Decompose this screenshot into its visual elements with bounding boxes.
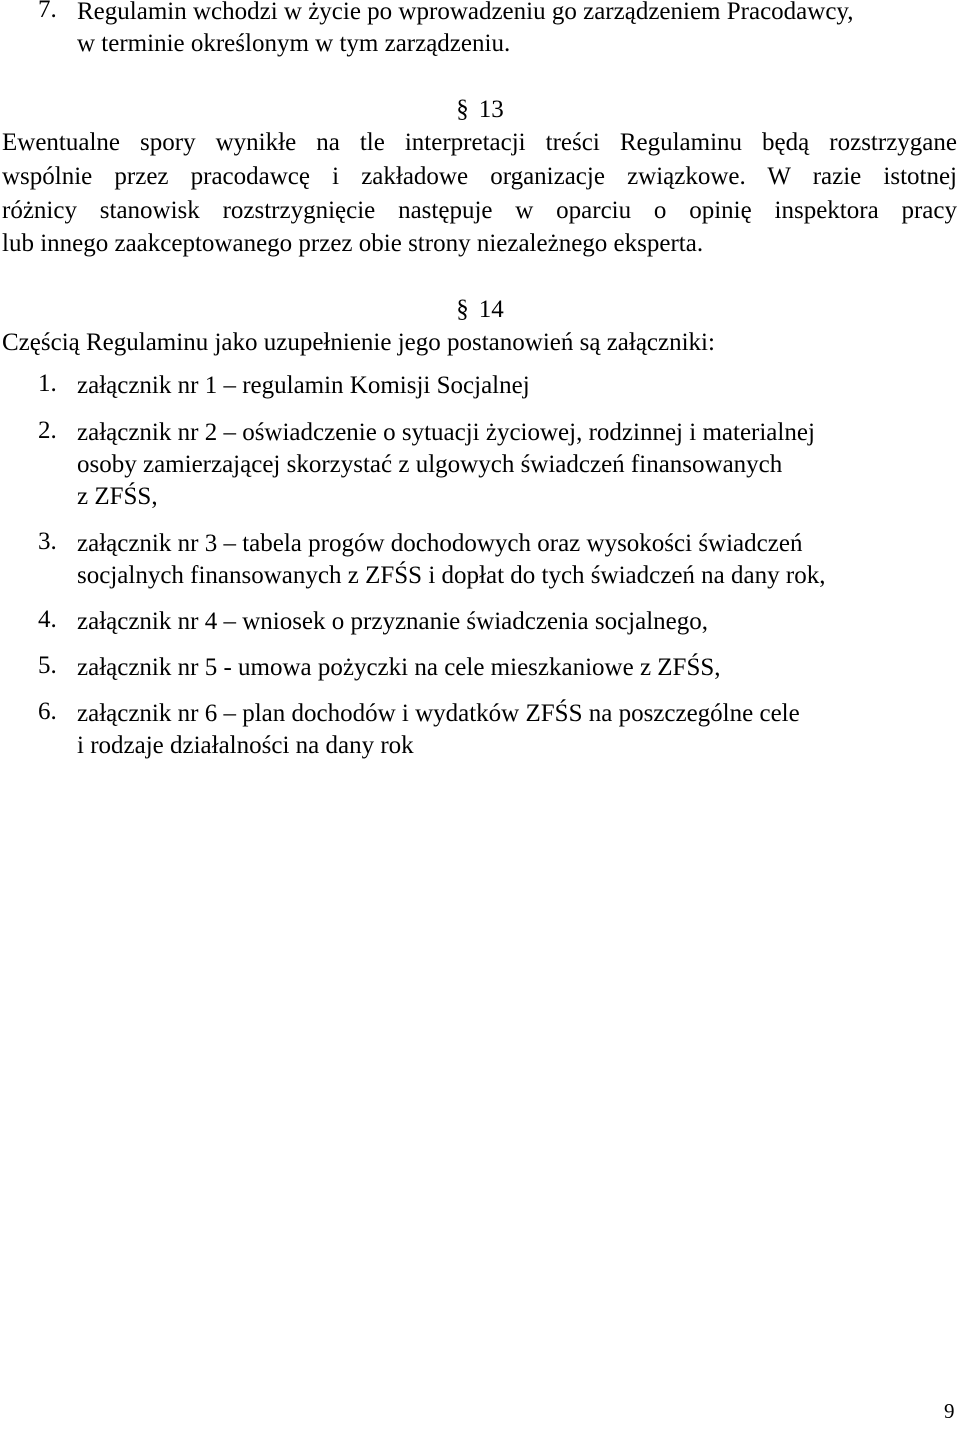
attachment-5-line-1: załącznik nr 5 - umowa pożyczki na cele mieszkaniowe z ZFŚS, (77, 654, 721, 681)
section-13-number: 13 (478, 96, 504, 123)
page-number: 9 (944, 1399, 955, 1423)
section-13-line-4: lub innego zaakceptowanego przez obie strony niezależnego eksperta. (2, 230, 704, 257)
attachment-2-number: 2. (38, 417, 57, 444)
section-13-line-2: wspólnie przez pracodawcę i zakładowe organizacje związkowe. W razie istotnej (2, 163, 957, 190)
section-14-intro: Częścią Regulaminu jako uzupełnienie jego postanowień są załączniki: (2, 329, 715, 356)
section-13-line-1: Ewentualne spory wynikłe na tle interpretacji treści Regulaminu będą rozstrzygane (2, 129, 957, 156)
item-7-line-2: w terminie określonym w tym zarządzeniu. (77, 30, 511, 57)
item-7-line-1: Regulamin wchodzi w życie po wprowadzeniu go zarządzeniem Pracodawcy, (77, 0, 854, 25)
attachment-2-line-3: z ZFŚS, (77, 483, 158, 510)
section-symbol: § (456, 296, 469, 323)
attachment-4-number: 4. (38, 606, 57, 633)
attachment-4-line-1: załącznik nr 4 – wniosek o przyznanie świadczenia socjalnego, (77, 608, 708, 635)
section-symbol: § (456, 96, 469, 123)
attachment-3-line-2: socjalnych finansowanych z ZFŚS i dopłat do tych świadczeń na dany rok, (77, 562, 826, 589)
section-14-number: 14 (478, 296, 504, 323)
attachment-3-line-1: załącznik nr 3 – tabela progów dochodowych oraz wysokości świadczeń (77, 530, 803, 557)
item-7-number: 7. (38, 0, 57, 23)
attachment-6-line-1: załącznik nr 6 – plan dochodów i wydatków ZFŚS na poszczególne cele (77, 700, 800, 727)
attachment-3-number: 3. (38, 528, 57, 555)
attachment-2-line-1: załącznik nr 2 – oświadczenie o sytuacji życiowej, rodzinnej i materialnej (77, 419, 815, 446)
attachment-6-line-2: i rodzaje działalności na dany rok (77, 732, 414, 759)
attachment-5-number: 5. (38, 652, 57, 679)
attachment-6-number: 6. (38, 698, 57, 725)
section-13-line-3: różnicy stanowisk rozstrzygnięcie następuje w oparciu o opinię inspektora pracy (2, 197, 957, 224)
section-14-heading (0, 294, 960, 326)
attachment-1-line-1: załącznik nr 1 – regulamin Komisji Socjalnej (77, 372, 530, 399)
attachment-1-number: 1. (38, 370, 57, 397)
section-13-heading (0, 94, 960, 126)
attachment-2-line-2: osoby zamierzającej skorzystać z ulgowych świadczeń finansowanych (77, 451, 783, 478)
